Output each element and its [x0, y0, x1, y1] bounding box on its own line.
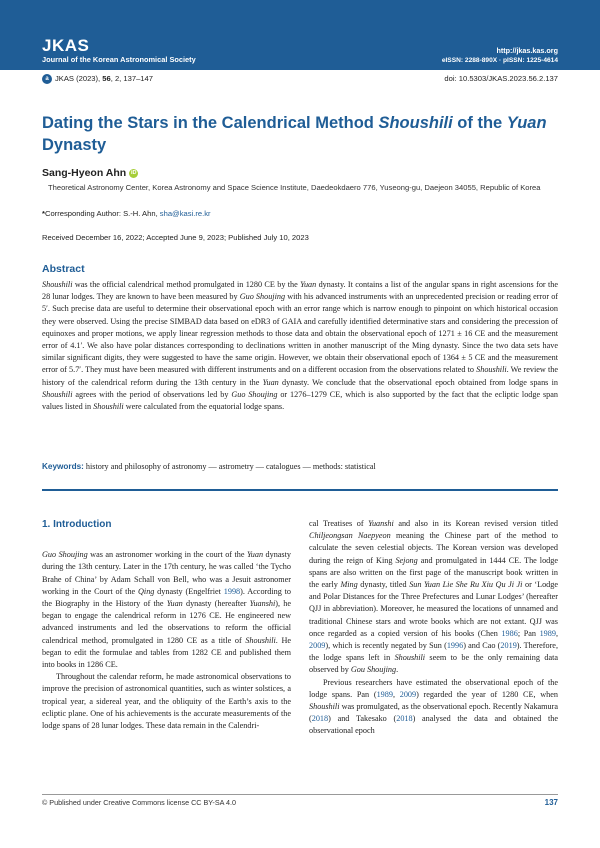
keywords: [42, 462, 558, 471]
citation-pages: , 2, 137–147: [110, 74, 153, 83]
reference-link[interactable]: 2018: [311, 714, 329, 724]
keywords-text: history and philosophy of astronomy — astrometry — catalogues — methods: statistical: [83, 462, 376, 471]
citation-volume: 56: [102, 74, 111, 83]
received-dates: Received December 16, 2022; Accepted June 9, 2023; Published July 10, 2023: [42, 233, 309, 242]
citation-journal: JKAS (2023),: [55, 74, 103, 83]
reference-link[interactable]: 1986: [501, 628, 518, 638]
abstract-text: Shoushili was the official calendrical method promulgated in 1280 CE by the Yuan dynasty. It contains a list of the angular spans in right ascensions for the 28 lunar lodges. They are known to have been measured by Guo Shoujing with his advanced instruments with an unprecedented precision or reading error of 5′. Such precise data are useful to determine their observational epoch with an error range which is narrow enough to pinpoint on which historical occasion they were observed. Using the precise SIMBAD data based on eDR3 of GAIA and carefully identified determinative stars and considering the precession of equinoxes and proper motions, we apply linear regression methods to those data and obtain the observational epoch of 1271 ± 16 CE and the measurement error of 4.1′. We also have polar distances corresponding to declinations written in another manuscript of the Ming dynasty. Since the two data sets have similar significant digits, they were suggested to have the same origin. However, we obtain their observational epoch of 1364 ± 5 CE and the measurement error of 5.7′. They must have been measured with different instruments and on a different occasion from the observations related to Shoushili. We review the history of the calendrical reform during the 13th century in the Yuan dynasty. We conclude that the observational epoch obtained from lodge spans in Shoushili agrees with the period of observations led by Guo Shoujing or 1276–1279 CE, which is also supported by the fact that the ecliptic lodge span values listed in Shoushili were calculated from the equatorial lodge spans.: [42, 280, 559, 412]
reference-link[interactable]: 2009: [309, 641, 326, 651]
intro-paragraph-2: Throughout the calendar reform, he made astronomical observations to improve the precision of astronomical quantities, such as winter solstices, a tropical year, a sidereal year, and the obliquity of the Earth’s axis to the ecliptic plane. One of his achievements is the accurate measurements of the lodge spans of 28 lunar lodges. These data remain in the Calendri-: [42, 672, 291, 731]
abstract-heading: Abstract: [42, 263, 85, 275]
reference-link[interactable]: 1989: [539, 628, 556, 638]
page-footer: [42, 798, 558, 807]
author-affiliation: Theoretical Astronomy Center, Korea Astronomy and Space Science Institute, Daedeokdaero 776, Yuseong-gu, Daejeon 34055, Republic of Korea: [48, 183, 541, 192]
left-column: [42, 515, 291, 732]
article-title: Dating the Stars in the Calendrical Method Shoushili of the Yuan Dynasty: [42, 114, 547, 154]
corresponding-author: *Corresponding Author: S.-H. Ahn, sha@kasi.re.kr: [42, 209, 211, 218]
right-column: [309, 518, 558, 738]
journal-banner: [0, 0, 600, 70]
author-name: Sang-Hyeon Ahn iD: [42, 167, 137, 179]
keywords-label: Keywords:: [42, 462, 84, 471]
reference-link[interactable]: 2018: [396, 714, 413, 724]
journal-logo: JKAS: [42, 36, 90, 55]
intro-paragraph-2-continued: cal Treatises of Yuanshi and also in its Korean revised version titled Chiljeongsan Naepyeon meaning the Chinese part of the method to calculate the seven celestial objects. The Korean version was developed during the reign of King Sejong and promulgated in 1444 CE. The lodge spans are also written on the first page of the manuscript book written in the early Ming dynasty, titled Sun Yuan Lie She Ru Xiu Qu Ji Ji or ‘Lodge and Polar Distances for the Three Prefectures and Lunar Lodges’ (hereafter QJJ in abbreviation). Moreover, he measured the locations of unnamed and traditional Chinese stars and wrote books which are not extant. QJJ was once regarded as a copied version of his books (Chen 1986; Pan 1989, 2009), which is recently negated by Sun (1996) and Cao (2019). Therefore, the lodge spans left in Shoushili seem to be the only remaining data observed by Gou Shoujing.: [309, 519, 558, 675]
intro-paragraph-3: Previous researchers have estimated the observational epoch of the lodge spans. Pan (1989, 2009) regarded the year of 1280 CE, when Shoushili was promulgated, as the observational epoch. Recently Nakamura (2018) and Takesako (2018) analysed the data and obtained the observational epoch: [309, 677, 558, 736]
license-text: © Published under Creative Commons license CC BY-SA 4.0: [42, 798, 236, 807]
section-divider: [42, 489, 558, 491]
citation-bar: [42, 74, 558, 88]
journal-name: Journal of the Korean Astronomical Society: [42, 55, 196, 64]
email-link[interactable]: sha@kasi.re.kr: [159, 209, 211, 218]
reference-link[interactable]: 2019: [500, 641, 517, 651]
section-heading-introduction: 1. Introduction: [42, 519, 112, 530]
journal-issn: eISSN: 2288-890X · pISSN: 1225-4614: [441, 57, 558, 64]
page-number: 137: [544, 798, 558, 807]
footer-divider: [42, 794, 558, 795]
reference-link[interactable]: 1996: [446, 641, 464, 651]
orcid-icon[interactable]: iD: [130, 169, 137, 176]
reference-link[interactable]: 1989: [376, 689, 393, 699]
open-access-icon: a: [42, 74, 52, 84]
reference-link[interactable]: 2009: [399, 689, 417, 699]
journal-url[interactable]: http://jkas.kas.org: [496, 46, 558, 55]
doi-link[interactable]: doi: 10.5303/JKAS.2023.56.2.137: [444, 74, 558, 83]
intro-paragraph-1: Guo Shoujing was an astronomer working in the court of the Yuan dynasty during the 13th century. Later in the 17th century, he was called ‘the Tycho Brahe of China’ by Adam Schall von Bell, who was a Jesuit astronomer working in the Court of the Qing dynasty (Engelfriet 1998). According to the Biography in the History of the Yuan dynasty (hereafter Yuanshi), he began to engage the calendrical reform in 1276 CE. He engineered new advanced instruments and led the observations to reform the official calendrical method, promulgated in 1280 CE as a title of Shoushili. He began to edit the formulae and tables from 1282 CE and published them into books in 1286 CE.: [42, 550, 292, 670]
reference-link[interactable]: 1998: [223, 586, 241, 596]
